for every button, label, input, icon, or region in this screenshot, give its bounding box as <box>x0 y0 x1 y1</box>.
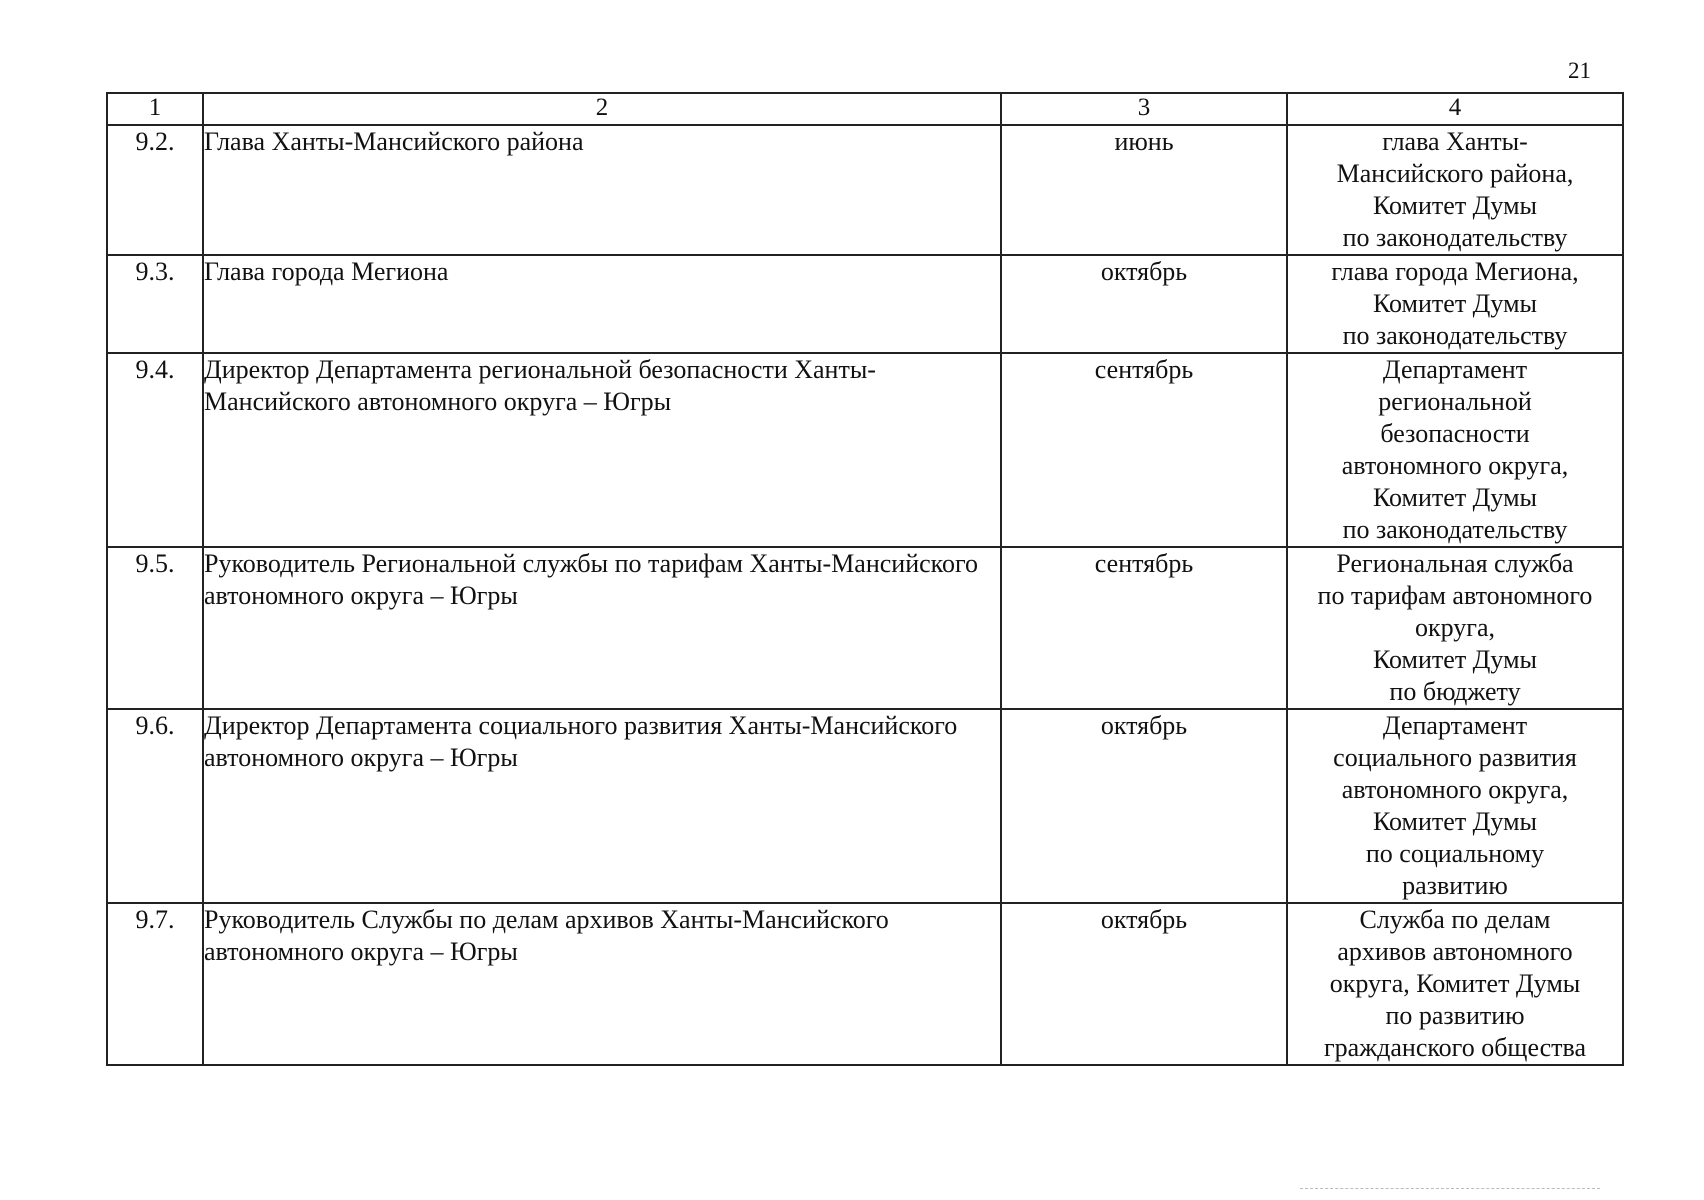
responsible-line: региональной <box>1378 387 1532 416</box>
responsible-line: Региональная служба <box>1336 549 1574 578</box>
responsible-line: глава города Мегиона, <box>1331 257 1579 286</box>
responsible-line: архивов автономного <box>1337 937 1573 966</box>
responsible-line: автономного округа, <box>1341 775 1569 804</box>
row-number: 9.7. <box>107 903 203 1065</box>
header-cell-2: 2 <box>203 93 1001 125</box>
row-number: 9.6. <box>107 709 203 903</box>
row-name: Глава города Мегиона <box>203 255 1001 353</box>
row-name: Глава Ханты-Мансийского района <box>203 125 1001 255</box>
table-row <box>107 903 1623 1065</box>
row-number: 9.5. <box>107 547 203 709</box>
page-number: 21 <box>1568 58 1591 83</box>
row-date: сентябрь <box>1001 547 1287 709</box>
responsible-line: Комитет Думы <box>1373 645 1537 674</box>
plan-table <box>106 92 1624 1066</box>
responsible-line: Департамент <box>1382 355 1528 384</box>
row-number: 9.3. <box>107 255 203 353</box>
responsible-line: Департамент <box>1382 711 1528 740</box>
row-responsible <box>1287 709 1623 903</box>
header-cell-3: 3 <box>1001 93 1287 125</box>
responsible-line: социального развития <box>1333 743 1577 772</box>
table-row <box>107 125 1623 255</box>
header-cell-1: 1 <box>107 93 203 125</box>
row-responsible <box>1287 255 1623 353</box>
row-responsible <box>1287 547 1623 709</box>
responsible-line: по законодательству <box>1342 515 1568 544</box>
table-row <box>107 255 1623 353</box>
table-row <box>107 353 1623 547</box>
responsible-line: развитию <box>1402 871 1508 900</box>
responsible-line: округа, Комитет Думы <box>1329 969 1581 998</box>
responsible-line: гражданского общества <box>1323 1033 1587 1062</box>
row-responsible <box>1287 353 1623 547</box>
responsible-line: глава Ханты- <box>1382 127 1528 156</box>
scan-artifact <box>1300 1188 1600 1192</box>
responsible-line: по развитию <box>1385 1001 1525 1030</box>
responsible-line: по тарифам автономного <box>1317 581 1593 610</box>
row-date: октябрь <box>1001 709 1287 903</box>
responsible-line: по бюджету <box>1389 677 1521 706</box>
row-date: октябрь <box>1001 903 1287 1065</box>
responsible-line: по законодательству <box>1342 321 1568 350</box>
responsible-line: Служба по делам <box>1359 905 1551 934</box>
header-cell-4: 4 <box>1287 93 1623 125</box>
table-row <box>107 709 1623 903</box>
row-date: июнь <box>1001 125 1287 255</box>
responsible-line: Комитет Думы <box>1373 483 1537 512</box>
responsible-line: Комитет Думы <box>1373 807 1537 836</box>
row-responsible <box>1287 903 1623 1065</box>
row-number: 9.4. <box>107 353 203 547</box>
table-row <box>107 547 1623 709</box>
responsible-line: Комитет Думы <box>1373 191 1537 220</box>
responsible-line: автономного округа, <box>1341 451 1569 480</box>
row-name: Руководитель Службы по делам архивов Ханты-Мансийского автономного округа – Югры <box>203 903 1001 1065</box>
row-name: Директор Департамента региональной безопасности Ханты-Мансийского автономного округа – Югры <box>203 353 1001 547</box>
responsible-line: Мансийского района, <box>1336 159 1574 188</box>
responsible-line: по законодательству <box>1342 223 1568 252</box>
table-header-row <box>107 93 1623 125</box>
row-name: Директор Департамента социального развития Ханты-Мансийского автономного округа – Югры <box>203 709 1001 903</box>
row-date: сентябрь <box>1001 353 1287 547</box>
responsible-line: округа, <box>1415 613 1495 642</box>
row-name: Руководитель Региональной службы по тарифам Ханты-Мансийского автономного округа – Югры <box>203 547 1001 709</box>
row-date: октябрь <box>1001 255 1287 353</box>
row-number: 9.2. <box>107 125 203 255</box>
responsible-line: по социальному <box>1365 839 1545 868</box>
row-responsible <box>1287 125 1623 255</box>
responsible-line: безопасности <box>1380 419 1530 448</box>
responsible-line: Комитет Думы <box>1373 289 1537 318</box>
